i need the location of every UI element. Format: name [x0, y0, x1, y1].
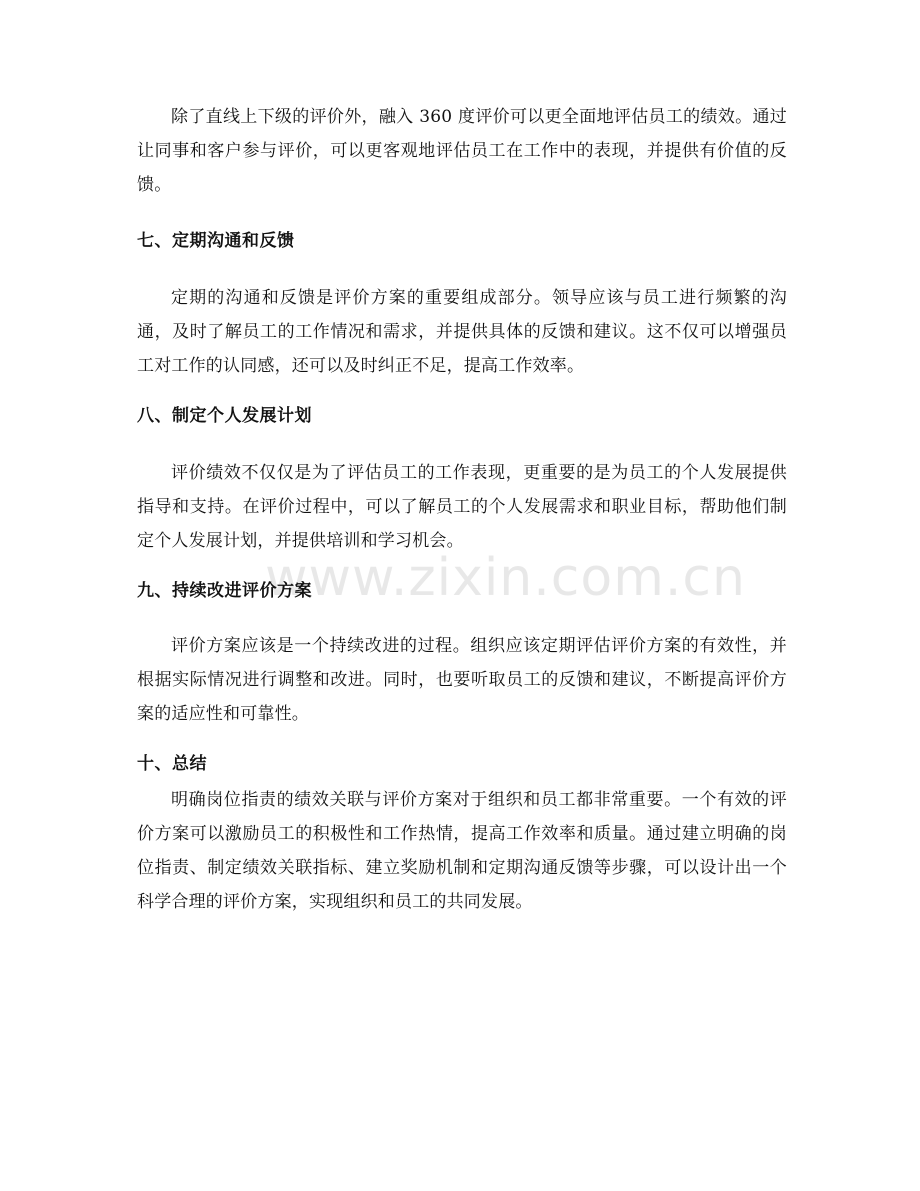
- watermark: www.zixin.com.cn: [265, 548, 746, 608]
- section-heading-10: 十、总结: [137, 754, 207, 774]
- section-heading-7: 七、定期沟通和反馈: [137, 231, 295, 251]
- section-paragraph-9: 评价方案应该是一个持续改进的过程。组织应该定期评估评价方案的有效性，并根据实际情况进行调整和改进。同时，也要听取员工的反馈和建议，不断提高评价方案的适应性和可靠性。: [137, 636, 787, 724]
- section-paragraph-8: 评价绩效不仅仅是为了评估员工的工作表现，更重要的是为员工的个人发展提供指导和支持。在评价过程中，可以了解员工的个人发展需求和职业目标，帮助他们制定个人发展计划，并提供培训和学习机会。: [137, 463, 787, 551]
- section-heading-8: 八、制定个人发展计划: [137, 406, 312, 426]
- section-heading-9: 九、持续改进评价方案: [137, 581, 312, 601]
- section-paragraph-7: 定期的沟通和反馈是评价方案的重要组成部分。领导应该与员工进行频繁的沟通，及时了解员工的工作情况和需求，并提供具体的反馈和建议。这不仅可以增强员工对工作的认同感，还可以及时纠正不足，提高工作效率。: [137, 288, 787, 376]
- section-paragraph-10: 明确岗位指责的绩效关联与评价方案对于组织和员工都非常重要。一个有效的评价方案可以激励员工的积极性和工作热情，提高工作效率和质量。通过建立明确的岗位指责、制定绩效关联指标、建立奖励机制和定期沟通反馈等步骤，可以设计出一个科学合理的评价方案，实现组织和员工的共同发展。: [137, 790, 787, 912]
- intro-paragraph: 除了直线上下级的评价外，融入 360 度评价可以更全面地评估员工的绩效。通过让同事和客户参与评价，可以更客观地评估员工在工作中的表现，并提供有价值的反馈。: [137, 107, 787, 195]
